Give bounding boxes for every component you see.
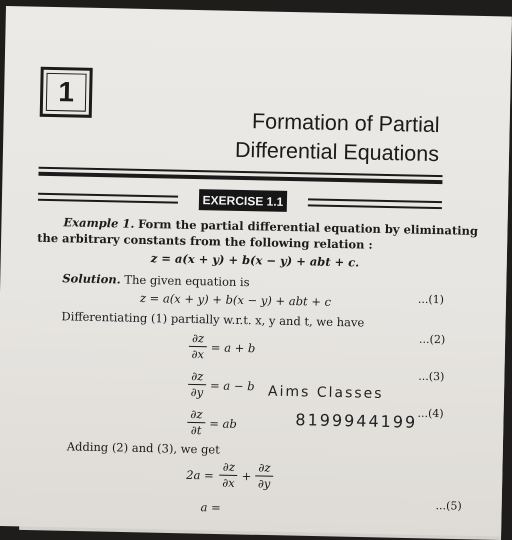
- solution-label: Solution.: [62, 271, 121, 287]
- exercise-rule-right-bottom: [308, 204, 442, 208]
- chapter-number: 1: [46, 73, 87, 112]
- equation-4: [187, 408, 237, 438]
- equation-3: [188, 370, 255, 400]
- equation-5-lhs: a =: [200, 500, 221, 515]
- solution-intro: The given equation is: [124, 272, 250, 290]
- equation-1: z = a(x + y) + b(x − y) + abt + c: [139, 290, 332, 309]
- partial-fraction-zy-2: ∂z ∂y: [255, 461, 274, 490]
- equation-3-number: ...(3): [418, 369, 445, 384]
- equation-2a-lhs: 2a =: [186, 467, 214, 482]
- chapter-title-line1: Formation of Partial: [251, 109, 440, 138]
- equation-4-number: ...(4): [417, 406, 444, 421]
- exercise-label: EXERCISE 1.1: [199, 189, 287, 212]
- equation-5-number: ...(5): [435, 499, 462, 513]
- plus-sign: +: [241, 468, 252, 483]
- chapter-number-box: [40, 67, 93, 118]
- equation-4-rhs: = ab: [209, 415, 237, 431]
- partial-fraction-zt: ∂z ∂t: [187, 408, 206, 437]
- equation-2a: [186, 460, 278, 491]
- adding-text: Adding (2) and (3), we get: [66, 439, 220, 457]
- example-label: Example 1.: [63, 215, 135, 231]
- handwritten-note-line2: 8199944199: [295, 410, 418, 432]
- exercise-rule-right-top: [308, 198, 442, 202]
- differentiating-text: Differentiating (1) partially w.r.t. x, y and t, we have: [61, 309, 365, 330]
- exercise-rule-left-top: [38, 193, 178, 197]
- textbook-page: [0, 6, 512, 536]
- equation-2: [189, 332, 256, 362]
- example-text-line1: Form the partial differential equation by eliminating: [137, 216, 479, 238]
- equation-1-number: ...(1): [417, 292, 445, 307]
- exercise-rule-left-bottom: [38, 199, 178, 203]
- chapter-title-line2: Differential Equations: [234, 137, 440, 167]
- equation-3-rhs: = a − b: [209, 377, 255, 393]
- example-relation: z = a(x + y) + b(x − y) + abt + c.: [150, 251, 360, 270]
- example-text-line2: the arbitrary constants from the following relation :: [37, 230, 373, 252]
- equation-5: [200, 500, 220, 514]
- partial-fraction-zx-2: ∂z ∂x: [219, 461, 238, 490]
- partial-fraction-zy: ∂z ∂y: [188, 370, 207, 399]
- solution-line: [62, 271, 250, 290]
- chapter-title: [235, 107, 440, 169]
- handwritten-note-line1: Aims Classes: [267, 383, 384, 402]
- equation-2-number: ...(2): [418, 332, 446, 347]
- equation-2-rhs: = a + b: [210, 339, 256, 355]
- partial-fraction-zx: ∂z ∂x: [189, 332, 208, 361]
